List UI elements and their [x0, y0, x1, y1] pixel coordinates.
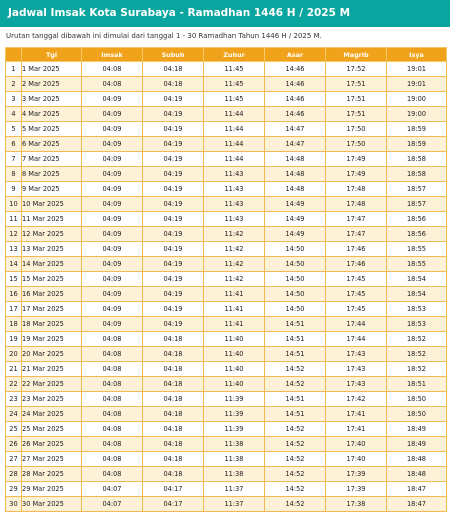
cell-magrib: 17:38	[326, 497, 387, 512]
cell-imsak: 04:09	[82, 92, 143, 107]
cell-isya: 19:01	[387, 77, 447, 92]
cell-date: 9 Mar 2025	[22, 182, 82, 197]
cell-day-number: 28	[6, 467, 22, 482]
cell-asar: 14:49	[265, 227, 326, 242]
table-row	[6, 62, 447, 77]
cell-subuh: 04:18	[143, 392, 204, 407]
cell-date: 3 Mar 2025	[22, 92, 82, 107]
cell-asar: 14:50	[265, 287, 326, 302]
intro-text: Urutan tanggal dibawah ini dimulai dari tanggal 1 - 30 Ramadhan Tahun 1446 H / 2025 M.	[6, 32, 322, 40]
cell-imsak: 04:09	[82, 272, 143, 287]
cell-day-number: 13	[6, 242, 22, 257]
cell-zuhur: 11:42	[204, 242, 265, 257]
table-row	[6, 152, 447, 167]
cell-isya: 19:00	[387, 92, 447, 107]
cell-magrib: 17:43	[326, 347, 387, 362]
cell-magrib: 17:41	[326, 422, 387, 437]
cell-day-number: 30	[6, 497, 22, 512]
cell-isya: 18:48	[387, 467, 447, 482]
cell-day-number: 9	[6, 182, 22, 197]
cell-subuh: 04:18	[143, 77, 204, 92]
cell-imsak: 04:08	[82, 392, 143, 407]
cell-subuh: 04:19	[143, 197, 204, 212]
cell-magrib: 17:51	[326, 107, 387, 122]
cell-day-number: 27	[6, 452, 22, 467]
cell-imsak: 04:09	[82, 182, 143, 197]
cell-magrib: 17:49	[326, 152, 387, 167]
cell-day-number: 16	[6, 287, 22, 302]
table-row	[6, 257, 447, 272]
cell-day-number: 24	[6, 407, 22, 422]
table-row	[6, 92, 447, 107]
cell-day-number: 29	[6, 482, 22, 497]
cell-imsak: 04:09	[82, 242, 143, 257]
table-row	[6, 452, 447, 467]
cell-day-number: 25	[6, 422, 22, 437]
header-zuhur: Zuhur	[204, 48, 265, 62]
cell-zuhur: 11:45	[204, 62, 265, 77]
cell-date: 29 Mar 2025	[22, 482, 82, 497]
cell-subuh: 04:18	[143, 332, 204, 347]
cell-asar: 14:48	[265, 182, 326, 197]
cell-subuh: 04:19	[143, 272, 204, 287]
cell-magrib: 17:48	[326, 182, 387, 197]
cell-date: 14 Mar 2025	[22, 257, 82, 272]
cell-subuh: 04:18	[143, 347, 204, 362]
cell-imsak: 04:08	[82, 422, 143, 437]
cell-zuhur: 11:45	[204, 92, 265, 107]
cell-zuhur: 11:40	[204, 362, 265, 377]
cell-zuhur: 11:40	[204, 347, 265, 362]
cell-zuhur: 11:37	[204, 482, 265, 497]
cell-date: 22 Mar 2025	[22, 377, 82, 392]
cell-zuhur: 11:37	[204, 497, 265, 512]
cell-magrib: 17:45	[326, 302, 387, 317]
cell-date: 11 Mar 2025	[22, 212, 82, 227]
cell-zuhur: 11:41	[204, 317, 265, 332]
cell-imsak: 04:08	[82, 362, 143, 377]
cell-zuhur: 11:44	[204, 152, 265, 167]
cell-day-number: 21	[6, 362, 22, 377]
table-row	[6, 197, 447, 212]
cell-asar: 14:51	[265, 407, 326, 422]
cell-asar: 14:46	[265, 92, 326, 107]
cell-isya: 18:51	[387, 377, 447, 392]
cell-day-number: 10	[6, 197, 22, 212]
cell-asar: 14:48	[265, 167, 326, 182]
cell-subuh: 04:18	[143, 362, 204, 377]
table-row	[6, 497, 447, 512]
cell-isya: 18:54	[387, 287, 447, 302]
table-row	[6, 437, 447, 452]
cell-zuhur: 11:44	[204, 122, 265, 137]
cell-imsak: 04:09	[82, 152, 143, 167]
cell-subuh: 04:19	[143, 287, 204, 302]
cell-magrib: 17:43	[326, 377, 387, 392]
cell-magrib: 17:52	[326, 62, 387, 77]
cell-zuhur: 11:38	[204, 452, 265, 467]
table-row	[6, 137, 447, 152]
cell-day-number: 26	[6, 437, 22, 452]
cell-day-number: 18	[6, 317, 22, 332]
cell-date: 1 Mar 2025	[22, 62, 82, 77]
table-row	[6, 242, 447, 257]
cell-imsak: 04:09	[82, 287, 143, 302]
cell-magrib: 17:42	[326, 392, 387, 407]
cell-asar: 14:51	[265, 332, 326, 347]
cell-magrib: 17:45	[326, 272, 387, 287]
cell-zuhur: 11:42	[204, 227, 265, 242]
cell-subuh: 04:19	[143, 137, 204, 152]
cell-imsak: 04:08	[82, 332, 143, 347]
cell-date: 19 Mar 2025	[22, 332, 82, 347]
cell-subuh: 04:17	[143, 482, 204, 497]
cell-date: 20 Mar 2025	[22, 347, 82, 362]
cell-asar: 14:46	[265, 62, 326, 77]
cell-imsak: 04:08	[82, 407, 143, 422]
cell-day-number: 6	[6, 137, 22, 152]
cell-date: 4 Mar 2025	[22, 107, 82, 122]
cell-zuhur: 11:41	[204, 302, 265, 317]
cell-magrib: 17:51	[326, 92, 387, 107]
cell-asar: 14:50	[265, 302, 326, 317]
cell-date: 6 Mar 2025	[22, 137, 82, 152]
cell-date: 25 Mar 2025	[22, 422, 82, 437]
cell-imsak: 04:09	[82, 302, 143, 317]
cell-zuhur: 11:39	[204, 392, 265, 407]
table-row	[6, 212, 447, 227]
cell-date: 26 Mar 2025	[22, 437, 82, 452]
cell-magrib: 17:47	[326, 212, 387, 227]
cell-isya: 18:54	[387, 272, 447, 287]
table-row	[6, 482, 447, 497]
cell-imsak: 04:08	[82, 347, 143, 362]
cell-isya: 18:53	[387, 302, 447, 317]
cell-magrib: 17:45	[326, 287, 387, 302]
table-row	[6, 347, 447, 362]
table-row	[6, 302, 447, 317]
cell-isya: 18:50	[387, 407, 447, 422]
cell-subuh: 04:19	[143, 242, 204, 257]
cell-asar: 14:50	[265, 272, 326, 287]
cell-asar: 14:52	[265, 482, 326, 497]
cell-date: 24 Mar 2025	[22, 407, 82, 422]
cell-subuh: 04:18	[143, 452, 204, 467]
cell-asar: 14:48	[265, 152, 326, 167]
cell-zuhur: 11:45	[204, 77, 265, 92]
cell-date: 21 Mar 2025	[22, 362, 82, 377]
cell-imsak: 04:09	[82, 317, 143, 332]
header-tgl: Tgl	[22, 48, 82, 62]
cell-subuh: 04:19	[143, 317, 204, 332]
header-no	[6, 48, 22, 62]
cell-isya: 18:48	[387, 452, 447, 467]
cell-date: 30 Mar 2025	[22, 497, 82, 512]
cell-day-number: 5	[6, 122, 22, 137]
cell-magrib: 17:46	[326, 257, 387, 272]
cell-zuhur: 11:38	[204, 437, 265, 452]
cell-day-number: 23	[6, 392, 22, 407]
cell-zuhur: 11:44	[204, 107, 265, 122]
table-row	[6, 122, 447, 137]
cell-zuhur: 11:42	[204, 272, 265, 287]
cell-subuh: 04:18	[143, 422, 204, 437]
table-row	[6, 287, 447, 302]
cell-magrib: 17:39	[326, 482, 387, 497]
cell-asar: 14:52	[265, 362, 326, 377]
cell-subuh: 04:19	[143, 227, 204, 242]
cell-zuhur: 11:40	[204, 377, 265, 392]
cell-date: 28 Mar 2025	[22, 467, 82, 482]
table-row	[6, 377, 447, 392]
cell-imsak: 04:09	[82, 122, 143, 137]
cell-zuhur: 11:40	[204, 332, 265, 347]
cell-subuh: 04:19	[143, 152, 204, 167]
cell-magrib: 17:40	[326, 452, 387, 467]
cell-day-number: 3	[6, 92, 22, 107]
cell-day-number: 19	[6, 332, 22, 347]
cell-asar: 14:52	[265, 422, 326, 437]
cell-zuhur: 11:43	[204, 212, 265, 227]
cell-isya: 18:52	[387, 347, 447, 362]
cell-imsak: 04:08	[82, 452, 143, 467]
cell-date: 2 Mar 2025	[22, 77, 82, 92]
cell-isya: 18:55	[387, 257, 447, 272]
cell-date: 15 Mar 2025	[22, 272, 82, 287]
cell-isya: 18:57	[387, 182, 447, 197]
cell-asar: 14:50	[265, 242, 326, 257]
table-row	[6, 107, 447, 122]
cell-magrib: 17:50	[326, 122, 387, 137]
table-row	[6, 272, 447, 287]
cell-isya: 18:52	[387, 332, 447, 347]
cell-asar: 14:52	[265, 437, 326, 452]
header-asar: Asar	[265, 48, 326, 62]
cell-isya: 18:53	[387, 317, 447, 332]
cell-imsak: 04:09	[82, 257, 143, 272]
cell-imsak: 04:09	[82, 137, 143, 152]
table-row	[6, 227, 447, 242]
cell-imsak: 04:07	[82, 497, 143, 512]
cell-isya: 18:49	[387, 437, 447, 452]
cell-day-number: 15	[6, 272, 22, 287]
cell-day-number: 12	[6, 227, 22, 242]
header-subuh: Subuh	[143, 48, 204, 62]
cell-magrib: 17:49	[326, 167, 387, 182]
cell-day-number: 22	[6, 377, 22, 392]
cell-zuhur: 11:43	[204, 197, 265, 212]
table-row	[6, 77, 447, 92]
cell-isya: 18:47	[387, 482, 447, 497]
cell-day-number: 1	[6, 62, 22, 77]
cell-isya: 18:58	[387, 167, 447, 182]
cell-asar: 14:49	[265, 197, 326, 212]
cell-isya: 18:59	[387, 122, 447, 137]
header-magrib: Magrib	[326, 48, 387, 62]
cell-isya: 19:01	[387, 62, 447, 77]
cell-magrib: 17:50	[326, 137, 387, 152]
page-title: Jadwal Imsak Kota Surabaya - Ramadhan 1446 H / 2025 M	[0, 0, 450, 27]
cell-asar: 14:46	[265, 107, 326, 122]
cell-asar: 14:51	[265, 347, 326, 362]
cell-date: 10 Mar 2025	[22, 197, 82, 212]
cell-imsak: 04:09	[82, 107, 143, 122]
cell-subuh: 04:19	[143, 212, 204, 227]
cell-subuh: 04:18	[143, 437, 204, 452]
cell-magrib: 17:44	[326, 332, 387, 347]
cell-isya: 18:59	[387, 137, 447, 152]
cell-isya: 18:49	[387, 422, 447, 437]
imsak-schedule-table	[5, 47, 447, 512]
cell-date: 13 Mar 2025	[22, 242, 82, 257]
cell-day-number: 11	[6, 212, 22, 227]
cell-magrib: 17:47	[326, 227, 387, 242]
cell-asar: 14:46	[265, 77, 326, 92]
cell-subuh: 04:19	[143, 122, 204, 137]
cell-isya: 18:47	[387, 497, 447, 512]
table-row	[6, 167, 447, 182]
cell-asar: 14:52	[265, 497, 326, 512]
cell-zuhur: 11:39	[204, 407, 265, 422]
cell-date: 16 Mar 2025	[22, 287, 82, 302]
cell-day-number: 4	[6, 107, 22, 122]
cell-magrib: 17:48	[326, 197, 387, 212]
cell-zuhur: 11:43	[204, 167, 265, 182]
cell-asar: 14:50	[265, 257, 326, 272]
cell-asar: 14:49	[265, 212, 326, 227]
cell-date: 23 Mar 2025	[22, 392, 82, 407]
cell-subuh: 04:19	[143, 92, 204, 107]
cell-magrib: 17:46	[326, 242, 387, 257]
table-row	[6, 407, 447, 422]
cell-subuh: 04:18	[143, 62, 204, 77]
cell-day-number: 7	[6, 152, 22, 167]
cell-asar: 14:47	[265, 122, 326, 137]
cell-imsak: 04:08	[82, 437, 143, 452]
cell-imsak: 04:08	[82, 377, 143, 392]
cell-date: 12 Mar 2025	[22, 227, 82, 242]
cell-magrib: 17:40	[326, 437, 387, 452]
cell-subuh: 04:18	[143, 377, 204, 392]
cell-date: 5 Mar 2025	[22, 122, 82, 137]
cell-imsak: 04:09	[82, 167, 143, 182]
header-isya: Isya	[387, 48, 447, 62]
table-row	[6, 392, 447, 407]
cell-subuh: 04:18	[143, 467, 204, 482]
cell-zuhur: 11:38	[204, 467, 265, 482]
cell-date: 17 Mar 2025	[22, 302, 82, 317]
cell-isya: 18:56	[387, 227, 447, 242]
cell-subuh: 04:19	[143, 182, 204, 197]
cell-magrib: 17:41	[326, 407, 387, 422]
cell-date: 8 Mar 2025	[22, 167, 82, 182]
cell-isya: 18:50	[387, 392, 447, 407]
cell-day-number: 14	[6, 257, 22, 272]
table-row	[6, 467, 447, 482]
header-imsak: Imsak	[82, 48, 143, 62]
table-row	[6, 362, 447, 377]
cell-date: 7 Mar 2025	[22, 152, 82, 167]
cell-imsak: 04:09	[82, 227, 143, 242]
cell-asar: 14:47	[265, 137, 326, 152]
cell-imsak: 04:08	[82, 467, 143, 482]
cell-day-number: 20	[6, 347, 22, 362]
cell-asar: 14:51	[265, 317, 326, 332]
cell-subuh: 04:19	[143, 302, 204, 317]
cell-isya: 18:52	[387, 362, 447, 377]
cell-isya: 18:58	[387, 152, 447, 167]
cell-zuhur: 11:43	[204, 182, 265, 197]
cell-imsak: 04:07	[82, 482, 143, 497]
cell-day-number: 17	[6, 302, 22, 317]
cell-date: 18 Mar 2025	[22, 317, 82, 332]
cell-isya: 18:57	[387, 197, 447, 212]
cell-subuh: 04:17	[143, 497, 204, 512]
cell-imsak: 04:08	[82, 77, 143, 92]
table-row	[6, 422, 447, 437]
cell-subuh: 04:18	[143, 407, 204, 422]
cell-asar: 14:52	[265, 467, 326, 482]
cell-magrib: 17:44	[326, 317, 387, 332]
table-row	[6, 317, 447, 332]
cell-magrib: 17:43	[326, 362, 387, 377]
cell-asar: 14:52	[265, 452, 326, 467]
cell-date: 27 Mar 2025	[22, 452, 82, 467]
cell-subuh: 04:19	[143, 107, 204, 122]
cell-day-number: 8	[6, 167, 22, 182]
table-row	[6, 332, 447, 347]
table-header-row	[6, 48, 447, 62]
cell-subuh: 04:19	[143, 167, 204, 182]
cell-isya: 19:00	[387, 107, 447, 122]
cell-zuhur: 11:41	[204, 287, 265, 302]
cell-day-number: 2	[6, 77, 22, 92]
cell-asar: 14:52	[265, 377, 326, 392]
cell-imsak: 04:09	[82, 212, 143, 227]
cell-imsak: 04:08	[82, 62, 143, 77]
cell-subuh: 04:19	[143, 257, 204, 272]
cell-magrib: 17:51	[326, 77, 387, 92]
cell-isya: 18:55	[387, 242, 447, 257]
cell-zuhur: 11:44	[204, 137, 265, 152]
cell-imsak: 04:09	[82, 197, 143, 212]
cell-asar: 14:51	[265, 392, 326, 407]
cell-magrib: 17:39	[326, 467, 387, 482]
cell-zuhur: 11:39	[204, 422, 265, 437]
cell-zuhur: 11:42	[204, 257, 265, 272]
table-row	[6, 182, 447, 197]
cell-isya: 18:56	[387, 212, 447, 227]
